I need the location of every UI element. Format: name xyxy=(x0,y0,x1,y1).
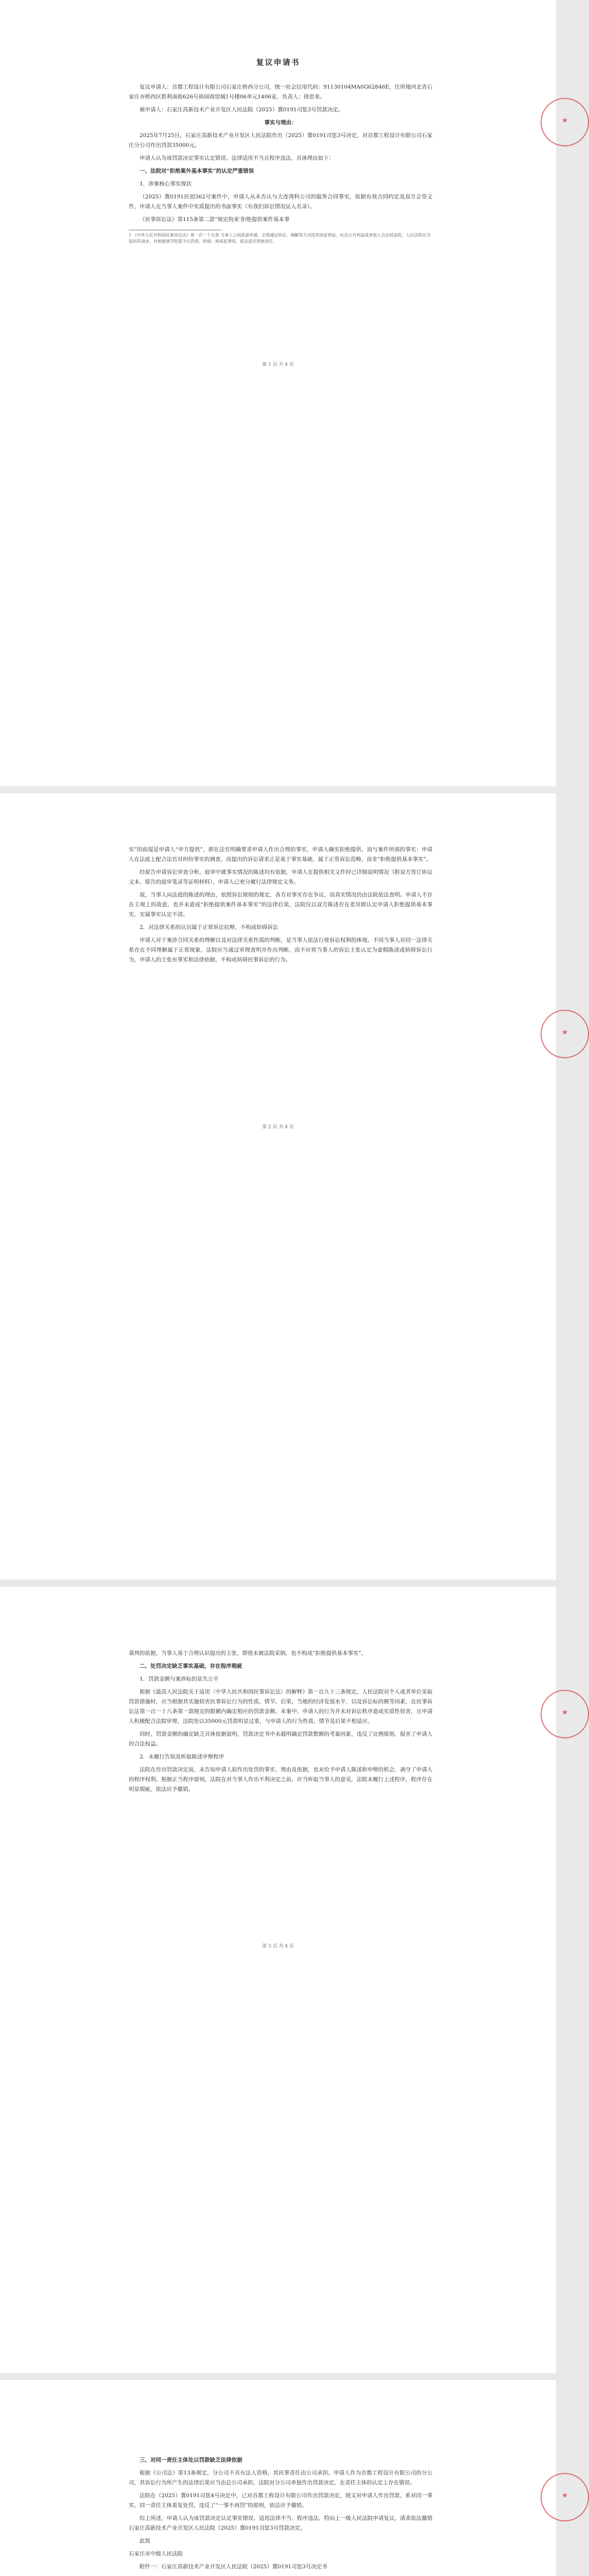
paragraph: 经原告申请诉讼审查分析，庭审中就事实情况的陈述均有依据，申请人在提供相关文件时已详细说明情况（附双方签订协议文本、原告的庭审笔录等证明材料），申请人已充分履行法律规定义务。 xyxy=(129,869,432,885)
paragraph: 同时，罚款金额的确定缺乏具体依据说明，罚款决定书中未载明确定罚款数额的考量因素，违反了比例原则，损害了申请人的合法权益。 xyxy=(129,1731,432,1747)
red-seal-stamp: ★ xyxy=(541,1690,589,1738)
page-gap xyxy=(0,2373,556,2380)
subheading: 2．未履行告知及听取陈述申辩程序 xyxy=(140,1754,224,1760)
paragraph: 申请人认为该罚款决定事实认定错误、法律适用不当且程序违法，具体理由如下： xyxy=(140,155,334,161)
page-gap xyxy=(0,1580,556,1587)
page-gap xyxy=(0,786,556,793)
subheading: 2．对法律关系的认识属于正常诉讼抗辩，不构成妨碍诉讼 xyxy=(140,924,279,930)
closing-salutation: 此致 xyxy=(140,2538,150,2544)
footnote: 1 《中华人民共和国民事诉讼法》第一百一十五条 当事人之间恶意串通，企图通过诉讼、调解等方式侵害国家利益、社会公共利益或者他人合法权益的，人民法院应当驳回其请求，并根据情节轻重予以罚款、拘留；构成犯罪的，依法追究刑事责任。 xyxy=(129,233,431,244)
paragraph: 法院在（2025）冀0191司惩4号决定中，已对首都工程设计有限公司作出罚款决定，现又对申请人作出罚款，系对同一事实、同一责任主体重复处罚，违反了“一事不再罚”的原则，依法应予撤销。 xyxy=(129,2493,432,2509)
page-number: 第 2 页 共 4 页 xyxy=(262,1125,294,1130)
red-seal-stamp: ★ xyxy=(541,98,589,146)
paragraph: 申请人对于案涉合同关系的理解以及对法律关系性质的判断，是当事人依法行使诉讼权利的体现。不同当事人对同一法律关系存在不同理解属于正常现象，法院应当通过审理查明并作出判断，而不应将当事人的诉讼主张认定为虚假陈述或妨碍诉讼行为，申请人的主张有事实和法律依据，不构成妨碍民事诉讼的行为。 xyxy=(129,937,432,963)
page-number: 第 3 页 共 4 页 xyxy=(262,1944,294,1949)
subheading: 1．罚款金额与案涉标的显失公平 xyxy=(140,1676,219,1682)
paragraph: 2025年7月25日，石家庄高新技术产业开发区人民法院作出（2025）冀0191司惩3号决定，对首都工程设计有限公司石家庄分公司作出罚款35000元。 xyxy=(129,132,432,148)
paragraph: 综上所述，申请人认为该罚款决定认定事实错误、适用法律不当、程序违法，特向上一级人民法院申请复议，请求依法撤销石家庄高新技术产业开发区人民法院（2025）冀0191司惩3号罚款决定。 xyxy=(129,2515,432,2531)
section-heading: 三、对同一责任主体处以罚款缺乏法律依据 xyxy=(140,2457,242,2463)
attachment-item: 附件一：石家庄高新技术产业开发区人民法院（2025）冀0191司惩3号决定书 xyxy=(140,2564,327,2570)
page-4 xyxy=(0,2380,568,2576)
paragraph: （2025）冀0191民初362号案件中，申请人从未否认与大连湾科公司的服务合同事实，依据有效合同约定及双方会签文件，申请人在当事人案件中实质提出的书面事实（有我们诉讼情况证人名录）。 xyxy=(129,194,432,210)
paragraph: 裁判的依据，当事人基于合理认识提出的主张，即使未被法院采纳，也不构成“拒绝提供基本事实”。 xyxy=(129,1650,367,1656)
respondent-info: 被申请人：石家庄高新技术产业开发区人民法院（2025）冀0191司惩3号罚款决定。 xyxy=(140,107,344,113)
section-heading: 二、处罚决定缺乏事实基础，存在程序瑕疵 xyxy=(140,1663,242,1669)
page-2 xyxy=(0,793,568,1580)
addressee: 石家庄市中级人民法院 xyxy=(129,2551,183,2557)
paragraph: 根据《公司法》第13条规定，分公司不具有法人资格，其民事责任由公司承担。申请人作为首都工程设计有限公司的分公司，其诉讼行为所产生的法律后果应当由总公司承担，法院对分公司单独作出罚款决定，在责任主体的认定上存在错误。 xyxy=(129,2470,432,2486)
red-seal-stamp: ★ xyxy=(541,1010,589,1058)
paragraph: 实”的前提是申请人“申方提供”，即在法官明确要求申请人作出合理的事实，申请人确实拒绝提供，而与案件所需的事实：申请人在法庭上配合法官对纠纷事实的调查，而提出的诉讼请求正是基于事实基础，属于正常诉讼范畴，而非“拒绝提供基本事实”。 xyxy=(129,846,432,862)
applicant-info: 复议申请人：首都工程设计有限公司石家庄桥西分公司，统一社会信用代码：91130104MA0G62846E，住所地河北省石家庄市桥西区胜利南街626号裕园商贸城1号楼06单元1406室，负责人：徐思来。 xyxy=(129,84,432,100)
subheading: 1．涉案核心事实现状 xyxy=(140,181,192,187)
facts-heading: 事实与理由： xyxy=(264,120,297,126)
paragraph: 根据《最高人民法院关于适用〈中华人民共和国民事诉讼法〉的解释》第一百九十三条规定，人民法院对个人或者单位采取罚款措施时，应当根据其实施妨害民事诉讼行为的性质、情节、后果，当地的经济发展水平，以及诉讼标的额等因素，在民事诉讼法第一百一十八条第一款规定的限额内确定相应的罚款金额。本案中，申请人的行为并未对诉讼秩序造成实质性妨害，且申请人积极配合法院审理，法院处以35000元罚款明显过重，与申请人的行为性质、情节及后果不相适应。 xyxy=(129,1689,432,1724)
page-1 xyxy=(0,0,568,786)
section-heading: 一、法院对“拒绝案外基本事实”的认定严重错误 xyxy=(140,168,254,174)
paragraph: 故，当事人向法庭的陈述的理由，依照诉讼规则的规定，各方对事实存在争议，而真实情况仍由法院依法查明。申请人不存在主观上的故意，也并未造成“拒绝提供案件基本事实”的法律后果，法院仅以双方陈述存在差异即认定申请人拒绝提供基本事实，实属事实认定不清。 xyxy=(129,892,432,918)
red-seal-stamp: ★ xyxy=(541,2473,589,2521)
page-3 xyxy=(0,1587,568,2373)
paragraph: 《民事诉讼法》第115条第二款“规定拘束‘拒绝提供案件基本事 xyxy=(140,216,290,223)
page-number: 第 1 页 共 4 页 xyxy=(262,362,294,367)
paragraph: 法院在作出罚款决定前，未告知申请人拟作出处罚的事实、理由及依据，也未给予申请人陈述和申辩的机会，剥夺了申请人的程序权利。根据正当程序原则，法院在对当事人作出不利决定之前，应当听取当事人的意见，法院未履行上述程序，程序存在明显瑕疵，依法应予撤销。 xyxy=(129,1767,432,1792)
document-title: 复议申请书 xyxy=(256,58,300,67)
